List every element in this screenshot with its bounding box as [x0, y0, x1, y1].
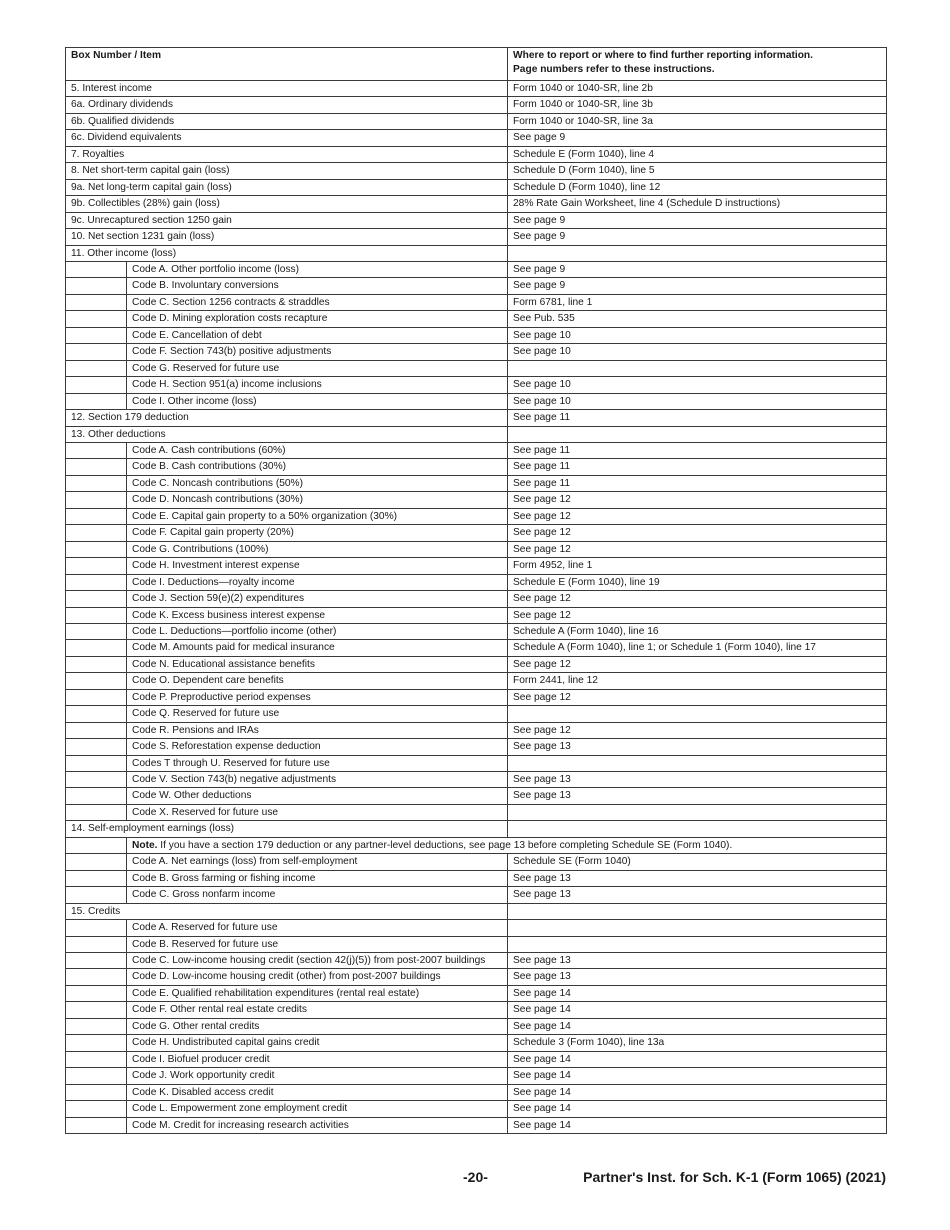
report-location: Form 1040 or 1040-SR, line 3b [508, 97, 887, 113]
report-location: Schedule A (Form 1040), line 16 [508, 623, 887, 639]
box-item: 11. Other income (loss) [66, 245, 508, 261]
table-row [66, 212, 887, 228]
table-row [66, 591, 887, 607]
indent-cell [66, 1068, 127, 1084]
report-location: See page 14 [508, 985, 887, 1001]
indent-cell [66, 953, 127, 969]
code-item: Code H. Section 951(a) income inclusions [127, 377, 508, 393]
code-item: Code L. Deductions—portfolio income (other) [127, 623, 508, 639]
code-item: Code G. Contributions (100%) [127, 541, 508, 557]
table-row [66, 640, 887, 656]
table-row [66, 689, 887, 705]
table-row [66, 1068, 887, 1084]
table-row [66, 261, 887, 277]
indent-cell [66, 294, 127, 310]
report-location: See page 13 [508, 953, 887, 969]
header-where-to-report [508, 48, 887, 81]
note-cell [127, 837, 887, 853]
code-item: Code Q. Reserved for future use [127, 706, 508, 722]
header-box-number: Box Number / Item [66, 48, 508, 81]
report-location: See Pub. 535 [508, 311, 887, 327]
report-location: See page 11 [508, 459, 887, 475]
table-row [66, 442, 887, 458]
code-item: Code C. Section 1256 contracts & straddles [127, 294, 508, 310]
indent-cell [66, 804, 127, 820]
code-item: Code M. Amounts paid for medical insurance [127, 640, 508, 656]
code-item: Code A. Cash contributions (60%) [127, 442, 508, 458]
indent-cell [66, 772, 127, 788]
report-location: Form 4952, line 1 [508, 558, 887, 574]
indent-cell [66, 788, 127, 804]
box-item: 6b. Qualified dividends [66, 113, 508, 129]
code-item: Code I. Other income (loss) [127, 393, 508, 409]
indent-cell [66, 261, 127, 277]
table-row [66, 722, 887, 738]
code-item: Code J. Work opportunity credit [127, 1068, 508, 1084]
code-item: Code L. Empowerment zone employment credit [127, 1101, 508, 1117]
code-item: Code J. Section 59(e)(2) expenditures [127, 591, 508, 607]
table-row [66, 903, 887, 919]
code-item: Code V. Section 743(b) negative adjustments [127, 772, 508, 788]
report-location [508, 245, 887, 261]
table-row [66, 393, 887, 409]
report-location: 28% Rate Gain Worksheet, line 4 (Schedule D instructions) [508, 196, 887, 212]
report-location: Form 1040 or 1040-SR, line 3a [508, 113, 887, 129]
table-row [66, 179, 887, 195]
table-row [66, 1035, 887, 1051]
table-row [66, 1002, 887, 1018]
indent-cell [66, 442, 127, 458]
box-item: 9b. Collectibles (28%) gain (loss) [66, 196, 508, 212]
indent-cell [66, 854, 127, 870]
indent-cell [66, 1018, 127, 1034]
report-location: See page 9 [508, 212, 887, 228]
indent-cell [66, 475, 127, 491]
box-item: 6c. Dividend equivalents [66, 130, 508, 146]
code-item: Code W. Other deductions [127, 788, 508, 804]
page-number: -20- [463, 1169, 488, 1185]
report-location: See page 14 [508, 1101, 887, 1117]
indent-cell [66, 706, 127, 722]
report-location: See page 9 [508, 278, 887, 294]
code-item: Code I. Deductions—royalty income [127, 574, 508, 590]
table-row [66, 755, 887, 771]
code-item: Code G. Reserved for future use [127, 360, 508, 376]
report-location: Form 6781, line 1 [508, 294, 887, 310]
indent-cell [66, 739, 127, 755]
table-row [66, 81, 887, 97]
table-row [66, 113, 887, 129]
note-label: Note. [132, 839, 158, 851]
table-row [66, 607, 887, 623]
report-location: Schedule D (Form 1040), line 5 [508, 163, 887, 179]
code-item: Code E. Capital gain property to a 50% organization (30%) [127, 508, 508, 524]
report-location: Schedule D (Form 1040), line 12 [508, 179, 887, 195]
indent-cell [66, 377, 127, 393]
table-row [66, 623, 887, 639]
report-location: Schedule A (Form 1040), line 1; or Schedule 1 (Form 1040), line 17 [508, 640, 887, 656]
table-row [66, 870, 887, 886]
report-location: See page 14 [508, 1117, 887, 1133]
code-item: Code H. Undistributed capital gains credit [127, 1035, 508, 1051]
indent-cell [66, 492, 127, 508]
indent-cell [66, 525, 127, 541]
table-row [66, 1101, 887, 1117]
table-row [66, 278, 887, 294]
table-row [66, 245, 887, 261]
code-item: Code C. Noncash contributions (50%) [127, 475, 508, 491]
box-item: 13. Other deductions [66, 426, 508, 442]
report-location: See page 11 [508, 442, 887, 458]
code-item: Code B. Reserved for future use [127, 936, 508, 952]
indent-cell [66, 920, 127, 936]
box-item: 9c. Unrecaptured section 1250 gain [66, 212, 508, 228]
table-row [66, 97, 887, 113]
report-location: See page 9 [508, 229, 887, 245]
table-row [66, 656, 887, 672]
table-row [66, 1117, 887, 1133]
table-row [66, 804, 887, 820]
header-where-line2: Page numbers refer to these instructions. [513, 64, 715, 75]
code-item: Code F. Section 743(b) positive adjustments [127, 344, 508, 360]
box-item: 15. Credits [66, 903, 508, 919]
table-row [66, 229, 887, 245]
code-item: Code X. Reserved for future use [127, 804, 508, 820]
table-row [66, 130, 887, 146]
table-row [66, 854, 887, 870]
report-location: See page 12 [508, 656, 887, 672]
table-row [66, 887, 887, 903]
table-row [66, 558, 887, 574]
indent-cell [66, 623, 127, 639]
indent-cell [66, 1002, 127, 1018]
indent-cell [66, 656, 127, 672]
indent-cell [66, 607, 127, 623]
table-row [66, 953, 887, 969]
indent-cell [66, 689, 127, 705]
code-item: Code D. Low-income housing credit (other) from post-2007 buildings [127, 969, 508, 985]
report-location: Schedule 3 (Form 1040), line 13a [508, 1035, 887, 1051]
code-item: Code E. Cancellation of debt [127, 327, 508, 343]
report-location: See page 11 [508, 410, 887, 426]
table-row [66, 410, 887, 426]
code-item: Code G. Other rental credits [127, 1018, 508, 1034]
indent-cell [66, 1084, 127, 1100]
indent-cell [66, 508, 127, 524]
table-row [66, 475, 887, 491]
report-location: See page 10 [508, 393, 887, 409]
report-location: See page 12 [508, 541, 887, 557]
code-item: Code I. Biofuel producer credit [127, 1051, 508, 1067]
table-row [66, 525, 887, 541]
table-row [66, 1018, 887, 1034]
code-item: Code N. Educational assistance benefits [127, 656, 508, 672]
table-row [66, 294, 887, 310]
table-row [66, 574, 887, 590]
table-row [66, 1051, 887, 1067]
report-location: See page 12 [508, 492, 887, 508]
report-location: See page 13 [508, 887, 887, 903]
code-item: Code R. Pensions and IRAs [127, 722, 508, 738]
indent-cell [66, 459, 127, 475]
indent-cell [66, 640, 127, 656]
document-title: Partner's Inst. for Sch. K-1 (Form 1065) (2021) [583, 1169, 886, 1185]
report-location [508, 360, 887, 376]
indent-cell [66, 936, 127, 952]
report-location [508, 903, 887, 919]
box-item: 9a. Net long-term capital gain (loss) [66, 179, 508, 195]
indent-cell [66, 887, 127, 903]
report-location: See page 14 [508, 1051, 887, 1067]
code-item: Code A. Other portfolio income (loss) [127, 261, 508, 277]
box-item: 6a. Ordinary dividends [66, 97, 508, 113]
indent-cell [66, 574, 127, 590]
box-item: 14. Self-employment earnings (loss) [66, 821, 508, 837]
report-location: See page 13 [508, 870, 887, 886]
table-row [66, 920, 887, 936]
report-location [508, 936, 887, 952]
report-location: See page 10 [508, 327, 887, 343]
indent-cell [66, 1035, 127, 1051]
report-location: See page 13 [508, 739, 887, 755]
table-row [66, 541, 887, 557]
indent-cell [66, 393, 127, 409]
report-location [508, 426, 887, 442]
table-row [66, 508, 887, 524]
table-row [66, 837, 887, 853]
report-location: See page 12 [508, 689, 887, 705]
table-row [66, 360, 887, 376]
indent-cell [66, 344, 127, 360]
indent-cell [66, 311, 127, 327]
indent-cell [66, 837, 127, 853]
code-item: Codes T through U. Reserved for future use [127, 755, 508, 771]
report-location [508, 920, 887, 936]
table-row [66, 344, 887, 360]
box-item: 5. Interest income [66, 81, 508, 97]
indent-cell [66, 558, 127, 574]
report-location [508, 804, 887, 820]
code-item: Code K. Excess business interest expense [127, 607, 508, 623]
table-row [66, 706, 887, 722]
table-row [66, 163, 887, 179]
report-location: Form 1040 or 1040-SR, line 2b [508, 81, 887, 97]
indent-cell [66, 722, 127, 738]
report-location: Schedule E (Form 1040), line 19 [508, 574, 887, 590]
table-row [66, 377, 887, 393]
box-item: 10. Net section 1231 gain (loss) [66, 229, 508, 245]
reporting-table [65, 47, 887, 1134]
report-location [508, 706, 887, 722]
table-row [66, 985, 887, 1001]
table-row [66, 196, 887, 212]
code-item: Code B. Cash contributions (30%) [127, 459, 508, 475]
code-item: Code C. Low-income housing credit (section 42(j)(5)) from post-2007 buildings [127, 953, 508, 969]
report-location [508, 821, 887, 837]
code-item: Code A. Reserved for future use [127, 920, 508, 936]
report-location: Schedule SE (Form 1040) [508, 854, 887, 870]
indent-cell [66, 969, 127, 985]
report-location: See page 13 [508, 969, 887, 985]
box-item: 12. Section 179 deduction [66, 410, 508, 426]
report-location: See page 13 [508, 788, 887, 804]
code-item: Code F. Other rental real estate credits [127, 1002, 508, 1018]
code-item: Code M. Credit for increasing research activities [127, 1117, 508, 1133]
table-row [66, 969, 887, 985]
code-item: Code E. Qualified rehabilitation expenditures (rental real estate) [127, 985, 508, 1001]
report-location: See page 14 [508, 1002, 887, 1018]
report-location: See page 9 [508, 261, 887, 277]
code-item: Code B. Involuntary conversions [127, 278, 508, 294]
code-item: Code K. Disabled access credit [127, 1084, 508, 1100]
table-row [66, 327, 887, 343]
indent-cell [66, 755, 127, 771]
report-location: See page 14 [508, 1018, 887, 1034]
report-location: See page 10 [508, 377, 887, 393]
code-item: Code F. Capital gain property (20%) [127, 525, 508, 541]
indent-cell [66, 870, 127, 886]
report-location: See page 12 [508, 722, 887, 738]
report-location: See page 12 [508, 607, 887, 623]
indent-cell [66, 278, 127, 294]
code-item: Code P. Preproductive period expenses [127, 689, 508, 705]
table-row [66, 492, 887, 508]
code-item: Code O. Dependent care benefits [127, 673, 508, 689]
indent-cell [66, 985, 127, 1001]
report-location: Schedule E (Form 1040), line 4 [508, 146, 887, 162]
report-location: See page 9 [508, 130, 887, 146]
code-item: Code S. Reforestation expense deduction [127, 739, 508, 755]
indent-cell [66, 327, 127, 343]
indent-cell [66, 1101, 127, 1117]
indent-cell [66, 1051, 127, 1067]
indent-cell [66, 591, 127, 607]
report-location: See page 13 [508, 772, 887, 788]
header-where-line1: Where to report or where to find further reporting information. [513, 50, 813, 61]
table-row [66, 673, 887, 689]
table-row [66, 772, 887, 788]
report-location: See page 14 [508, 1068, 887, 1084]
indent-cell [66, 1117, 127, 1133]
box-item: 8. Net short-term capital gain (loss) [66, 163, 508, 179]
code-item: Code D. Noncash contributions (30%) [127, 492, 508, 508]
box-item: 7. Royalties [66, 146, 508, 162]
report-location: See page 14 [508, 1084, 887, 1100]
code-item: Code A. Net earnings (loss) from self-employment [127, 854, 508, 870]
table-row [66, 936, 887, 952]
report-location: See page 12 [508, 525, 887, 541]
code-item: Code H. Investment interest expense [127, 558, 508, 574]
report-location: See page 12 [508, 508, 887, 524]
table-row [66, 739, 887, 755]
report-location: Form 2441, line 12 [508, 673, 887, 689]
indent-cell [66, 360, 127, 376]
report-location [508, 755, 887, 771]
report-location: See page 10 [508, 344, 887, 360]
table-row [66, 788, 887, 804]
code-item: Code C. Gross nonfarm income [127, 887, 508, 903]
report-location: See page 12 [508, 591, 887, 607]
table-row [66, 1084, 887, 1100]
table-header-row [66, 48, 887, 81]
note-text: If you have a section 179 deduction or any partner-level deductions, see page 13 before completing Schedule SE (Form 1040). [157, 839, 733, 851]
table-row [66, 311, 887, 327]
report-location: See page 11 [508, 475, 887, 491]
table-row [66, 821, 887, 837]
table-body [66, 81, 887, 1134]
table-row [66, 459, 887, 475]
code-item: Code D. Mining exploration costs recapture [127, 311, 508, 327]
code-item: Code B. Gross farming or fishing income [127, 870, 508, 886]
table-row [66, 426, 887, 442]
table-row [66, 146, 887, 162]
indent-cell [66, 673, 127, 689]
indent-cell [66, 541, 127, 557]
